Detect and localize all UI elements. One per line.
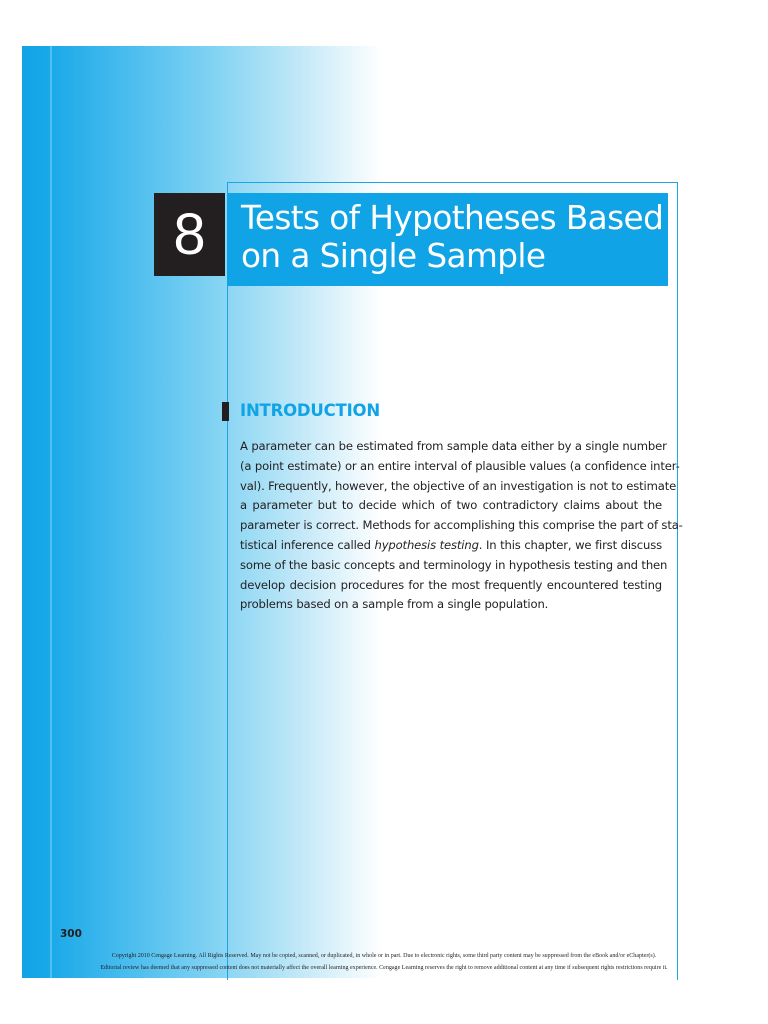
frame-left-rule xyxy=(227,182,228,980)
introduction-paragraph xyxy=(240,437,683,615)
paragraph-line: some of the basic concepts and terminology in hypothesis testing and then xyxy=(240,557,668,572)
chapter-number: 8 xyxy=(173,201,206,267)
chapter-title-line-2: on a Single Sample xyxy=(241,236,546,275)
paragraph-line: a parameter but to decide which of two contradictory claims about the xyxy=(240,498,662,513)
italic-term: hypothesis testing xyxy=(374,537,479,552)
paragraph-line xyxy=(240,536,662,556)
section-marker xyxy=(222,402,229,421)
gradient-band-edge xyxy=(50,46,52,978)
paragraph-text: tistical inference called xyxy=(240,537,375,552)
chapter-title-line-1: Tests of Hypotheses Based xyxy=(241,198,664,237)
copyright-notice-line-1: Copyright 2010 Cengage Learning. All Rights Reserved. May not be copied, scanned, or duplicated, in whole or in part. Due to electronic rights, some third party content may be suppressed from the eBook and/or eChapter(s). xyxy=(111,953,657,959)
chapter-title-box xyxy=(227,193,668,286)
section-heading: INTRODUCTION xyxy=(240,401,380,420)
frame-top-rule xyxy=(227,182,677,183)
paragraph-line: A parameter can be estimated from sample data either by a single number xyxy=(240,439,667,453)
paragraph-line: develop decision procedures for the most frequently encountered testing xyxy=(240,577,662,592)
paragraph-line: val). Frequently, however, the objective of an investigation is not to estimate xyxy=(240,478,677,493)
paragraph-line: problems based on a sample from a single population. xyxy=(240,597,549,612)
frame-right-rule xyxy=(677,182,678,980)
paragraph-line: (a point estimate) or an entire interval of plausible values (a confidence inter- xyxy=(240,458,680,473)
chapter-number-box xyxy=(154,193,225,276)
paragraph-line: parameter is correct. Methods for accomplishing this comprise the part of sta- xyxy=(240,518,683,533)
paragraph-text: . In this chapter, we first discuss xyxy=(478,537,662,552)
copyright-notice-line-2: Editorial review has deemed that any suppressed content does not materially affect the overall learning experience. Cengage Learning reserves the right to remove additional content at any time if subsequent rights restrictions require it. xyxy=(100,965,668,971)
page-number: 300 xyxy=(60,928,82,940)
